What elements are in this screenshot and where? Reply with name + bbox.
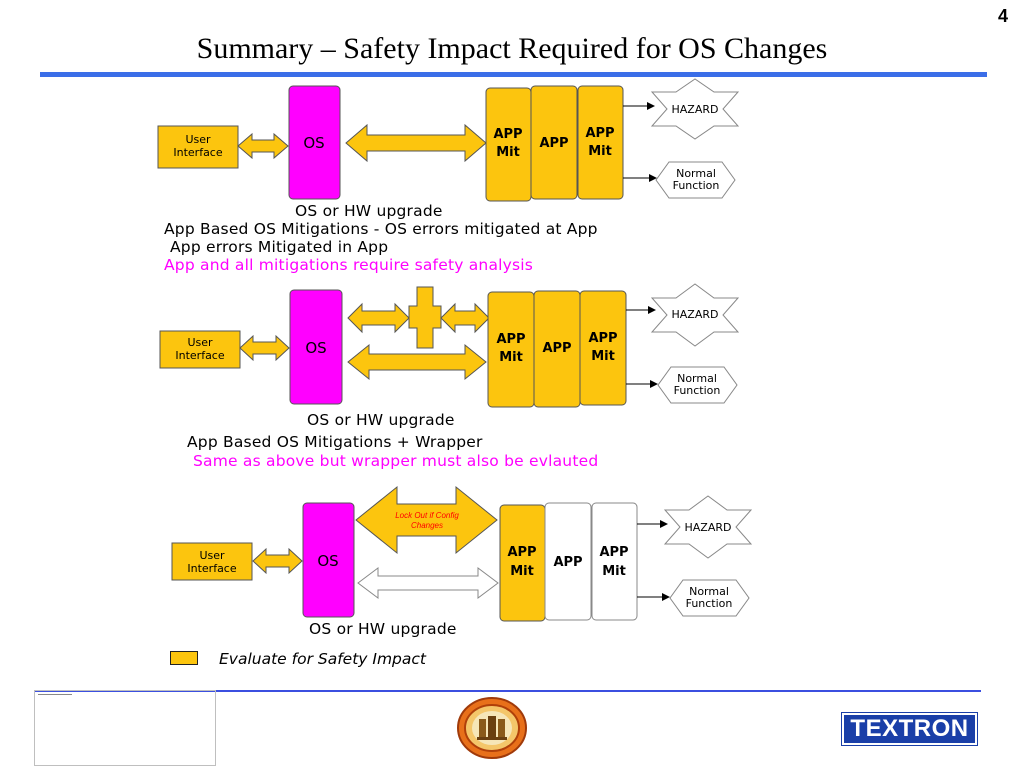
lockout-label-1: Lock Out if Config [395, 511, 459, 520]
ui-os-double-arrow [240, 336, 289, 360]
wrapper-block [409, 287, 441, 348]
app-mit-right-label-2: Mit [591, 349, 615, 364]
app-label: APP [542, 341, 572, 356]
app-mit-left-label-2: Mit [510, 564, 534, 579]
app-mit-left-label-2: Mit [499, 350, 523, 365]
hazard-label: HAZARD [671, 103, 719, 116]
upgrade-label-1: OS or HW upgrade [295, 202, 443, 220]
caption-1-line-3: App and all mitigations require safety analysis [164, 256, 534, 274]
normal-function-label-1: Normal [689, 585, 729, 598]
caption-1-line-2: App errors Mitigated in App [170, 238, 389, 256]
normal-function-label-1: Normal [676, 167, 716, 180]
user-interface-label-1: User [199, 549, 225, 562]
slide-title: Summary – Safety Impact Required for OS Changes [196, 32, 828, 65]
os-app-double-arrow [348, 345, 486, 379]
diagram-app-based-mitigations [158, 79, 738, 201]
normal-function-label-1: Normal [677, 372, 717, 385]
hazard-label: HAZARD [684, 521, 732, 534]
footer-box-mark [38, 694, 72, 695]
os-wrapper-double-arrow [348, 304, 409, 332]
app-mit-right-box [578, 86, 623, 199]
app-mit-right-box [592, 503, 637, 620]
app-mit-right-label-1: APP [585, 126, 615, 141]
app-mit-right-label-2: Mit [588, 144, 612, 159]
caption-1-line-1: App Based OS Mitigations - OS errors mitigated at App [164, 220, 598, 238]
os-label: OS [317, 552, 339, 570]
os-app-double-arrow [346, 125, 486, 161]
upgrade-label-2: OS or HW upgrade [307, 411, 455, 429]
legend-label: Evaluate for Safety Impact [219, 650, 426, 668]
os-label: OS [305, 339, 327, 357]
app-mit-right-box [580, 291, 626, 405]
user-interface-label-2: Interface [187, 562, 237, 575]
diagram-lockout [172, 487, 751, 621]
user-interface-label-1: User [187, 336, 213, 349]
app-mit-right-label-2: Mit [602, 564, 626, 579]
normal-function-label-2: Function [685, 597, 733, 610]
app-mit-right-label-1: APP [588, 331, 618, 346]
app-mit-left-label-2: Mit [496, 145, 520, 160]
caption-2-line-2: Same as above but wrapper must also be evlauted [193, 452, 599, 470]
caption-2-line-1: App Based OS Mitigations + Wrapper [187, 433, 483, 451]
app-mit-left-label-1: APP [493, 127, 523, 142]
wrapper-app-double-arrow [441, 304, 489, 332]
app-mit-left-label-1: APP [496, 332, 526, 347]
os-app-double-arrow-outline [358, 568, 498, 598]
page-number: 4 [997, 6, 1008, 26]
app-mit-left-box [500, 505, 545, 621]
hazard-label: HAZARD [671, 308, 719, 321]
normal-function-label-2: Function [673, 384, 721, 397]
ui-os-double-arrow [253, 549, 302, 573]
lockout-label-2: Changes [410, 521, 444, 530]
normal-function-label-2: Function [672, 179, 720, 192]
legend-swatch [170, 651, 198, 665]
app-label: APP [553, 555, 583, 570]
emblem-seal-icon [457, 697, 527, 759]
diagram-mitigations-plus-wrapper [160, 284, 738, 407]
user-interface-label-1: User [185, 133, 211, 146]
user-interface-label-2: Interface [173, 146, 223, 159]
upgrade-label-3: OS or HW upgrade [309, 620, 457, 638]
app-mit-left-label-1: APP [507, 545, 537, 560]
os-label: OS [303, 134, 325, 152]
lockout-double-arrow [356, 487, 497, 553]
brand-logo: TEXTRON [842, 713, 977, 745]
app-label: APP [539, 136, 569, 151]
user-interface-label-2: Interface [175, 349, 225, 362]
ui-os-double-arrow [238, 134, 288, 158]
app-mit-right-label-1: APP [599, 545, 629, 560]
footer-placeholder-box [34, 690, 216, 766]
